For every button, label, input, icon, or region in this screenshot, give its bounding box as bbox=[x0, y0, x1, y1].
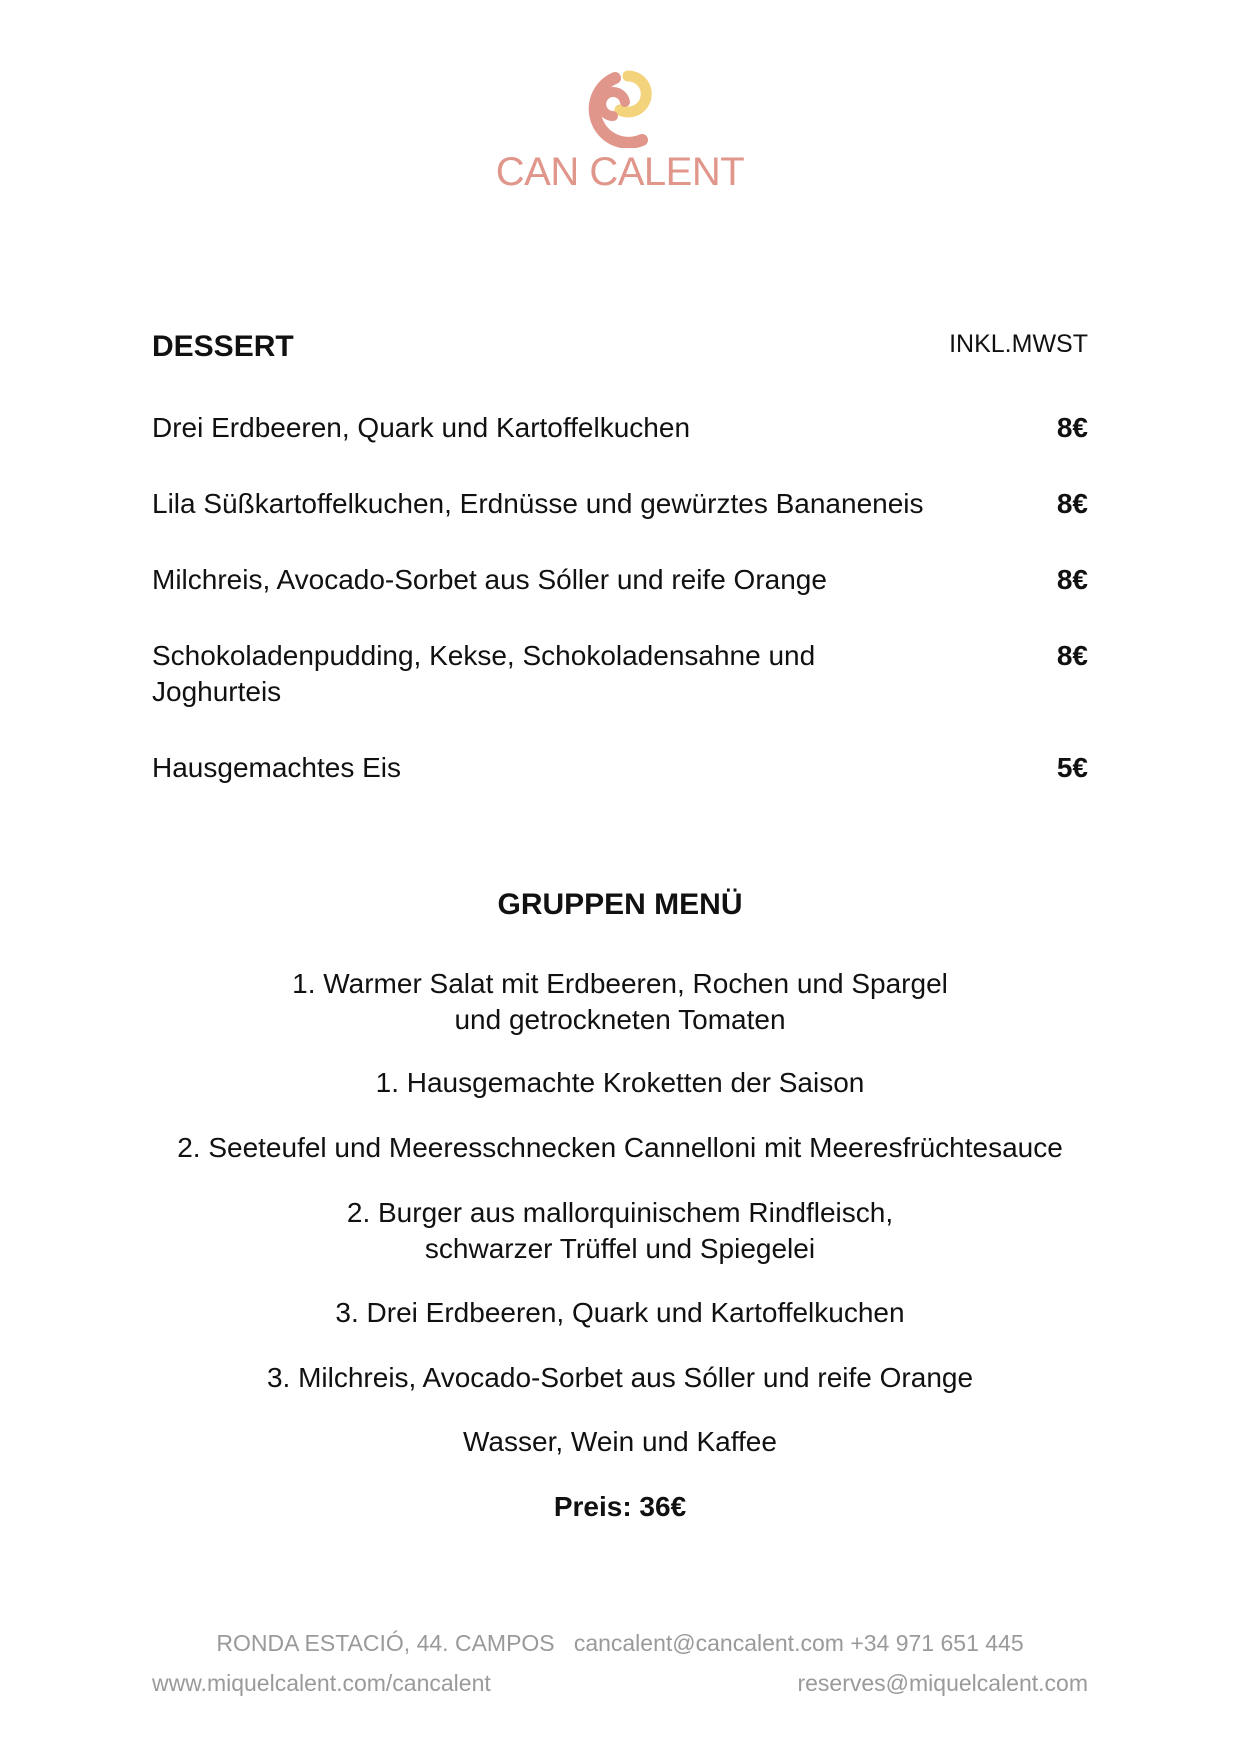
dessert-item-price: 8€ bbox=[1056, 640, 1088, 671]
course-line: schwarzer Trüffel und Spiegelei bbox=[424, 1233, 816, 1264]
course-line: und getrockneten Tomaten bbox=[454, 1004, 786, 1035]
footer-email-link[interactable]: cancalent@cancalent.com bbox=[573, 1630, 844, 1656]
group-menu-course bbox=[0, 1424, 1240, 1460]
dessert-item-name: Hausgemachtes Eis bbox=[152, 752, 402, 783]
course-line: Wasser, Wein und Kaffee bbox=[463, 1426, 777, 1457]
dessert-item-name: Lila Süßkartoffelkuchen, Erdnüsse und gewürztes Bananeneis bbox=[152, 488, 924, 519]
logo bbox=[0, 58, 1240, 148]
footer-phone: +34 971 651 445 bbox=[850, 1630, 1024, 1656]
course-line: 3. Drei Erdbeeren, Quark und Kartoffelkuchen bbox=[335, 1297, 905, 1328]
tax-note: INKL.MWST bbox=[949, 330, 1088, 358]
course-line: 3. Milchreis, Avocado-Sorbet aus Sóller und reife Orange bbox=[266, 1362, 974, 1393]
group-menu-price: Preis: 36€ bbox=[553, 1491, 687, 1522]
group-menu-course bbox=[0, 966, 1240, 1038]
course-line: 1. Hausgemachte Kroketten der Saison bbox=[375, 1067, 865, 1098]
dessert-item bbox=[152, 750, 1088, 786]
course-line: 1. Warmer Salat mit Erdbeeren, Rochen und Spargel bbox=[292, 968, 948, 999]
dessert-item bbox=[152, 638, 1088, 710]
course-line: 2. Seeteufel und Meeresschnecken Cannelloni mit Meeresfrüchtesauce bbox=[177, 1132, 1063, 1163]
dessert-item-name: Milchreis, Avocado-Sorbet aus Sóller und reife Orange bbox=[152, 564, 827, 595]
dessert-item-price: 8€ bbox=[1056, 564, 1088, 595]
group-menu-course bbox=[0, 1295, 1240, 1331]
dessert-title: DESSERT bbox=[152, 330, 294, 363]
dessert-item-price: 5€ bbox=[1056, 752, 1088, 783]
group-menu-course bbox=[0, 1130, 1240, 1166]
dessert-item bbox=[152, 562, 1088, 598]
dessert-item bbox=[152, 410, 1088, 446]
dessert-item-name: Schokoladenpudding, Kekse, Schokoladensahne und Joghurteis bbox=[152, 640, 816, 707]
dessert-item-price: 8€ bbox=[1056, 412, 1088, 443]
footer-contact-line bbox=[0, 1630, 1240, 1657]
group-menu-course bbox=[0, 1360, 1240, 1396]
group-menu-course bbox=[0, 1195, 1240, 1267]
group-menu-course bbox=[0, 1065, 1240, 1101]
footer-website-link[interactable]: www.miquelcalent.com/cancalent bbox=[152, 1670, 491, 1696]
dessert-item bbox=[152, 486, 1088, 522]
dessert-item-name: Drei Erdbeeren, Quark und Kartoffelkuchen bbox=[152, 412, 691, 443]
course-line: 2. Burger aus mallorquinischem Rindfleisch, bbox=[346, 1197, 894, 1228]
footer-address: RONDA ESTACIÓ, 44. CAMPOS bbox=[216, 1630, 555, 1656]
dessert-item-price: 8€ bbox=[1056, 488, 1088, 519]
footer-reservations-link[interactable]: reserves@miquelcalent.com bbox=[797, 1670, 1088, 1696]
group-menu-title: GRUPPEN MENÜ bbox=[497, 888, 743, 921]
can-calent-logo-icon bbox=[580, 58, 660, 148]
brand-name: CAN CALENT bbox=[495, 150, 745, 194]
